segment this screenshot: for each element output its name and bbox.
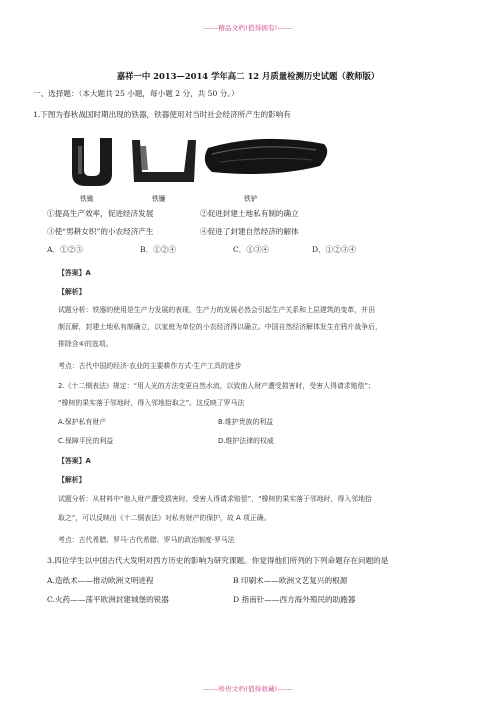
iron-tools-figure — [62, 126, 332, 198]
section-heading: 一、选择题：（本大题共 25 小题，每小题 2 分，共 50 分。） — [33, 89, 239, 98]
q2-stem-line-2: “橡树的果实落于邻地时，得入邻地拾取之”。这反映了罗马法 — [58, 399, 245, 407]
q1-option-3: ③使“男耕女织”的小农经济产生 — [47, 227, 154, 236]
q3-stem: 3.四位学生以中国古代大发明对西方历史的影响为研究课题。你觉得他们所列的下列命题存在问题的是 — [47, 556, 389, 565]
q1-analysis-label: 【解析】 — [58, 288, 86, 296]
q2-analysis-line-2: 取之”，可以反映出《十二铜表法》对私有财产的保护，故 A 项正确。 — [58, 514, 271, 522]
iron-tools-image — [62, 126, 332, 198]
caption-sickle: 铁镰 — [152, 195, 166, 203]
q3-choice-b: B 印刷术——欧洲文艺复兴的根源 — [233, 576, 348, 585]
page-title: 嘉祥一中 2013—2014 学年高二 12 月质量检测历史试题（教师版） — [116, 71, 380, 81]
q1-option-1: ①提高生产效率，促进经济发展 — [47, 209, 154, 218]
q2-choice-b: B.维护贵族的利益 — [218, 418, 274, 426]
q2-kaodian: 考点：古代希腊、罗马·古代希腊、罗马的政治制度·罗马法 — [58, 536, 235, 544]
q1-choice-c: C．①③④ — [233, 245, 270, 254]
q1-analysis-line-2: 制瓦解，封建土地私有制确立，以家庭为单位的小农经济得以确立。中国自然经济解体发生在鸦片战争后， — [58, 323, 382, 331]
q3-choice-d: D 指南针——西方海外殖民的助跑器 — [233, 595, 356, 604]
caption-shovel: 铁铲 — [244, 195, 258, 203]
q1-choice-a: A．①②③ — [47, 245, 83, 254]
q2-stem-line-1: 2.《十二铜表法》规定：“用人光的方法变更自然水流，以致他人财产遭受损害时，受害人得请求赔偿”； — [58, 382, 375, 390]
iron-hoe-illustration — [72, 138, 112, 186]
iron-shovel-illustration — [205, 139, 327, 174]
q1-stem: 1.下图为春秋战国时期出现的铁器，铁器使用对当时社会经济所产生的影响有 — [33, 110, 291, 119]
q2-choice-a: A.保护私有财产 — [58, 418, 107, 426]
header-banner: ------精品文档!值得拥有!------ — [203, 24, 293, 32]
q2-choice-d: D.维护法律的权威 — [218, 437, 274, 445]
q2-analysis-label: 【解析】 — [58, 476, 86, 484]
q1-choice-b: B．①②④ — [140, 245, 176, 254]
q3-choice-a: A.造纸术——推动欧洲文明进程 — [47, 576, 154, 585]
footer-banner: ------珍贵文档!值得收藏!------ — [203, 685, 293, 693]
q1-analysis-line-3: 排除含④的选项。 — [58, 340, 113, 348]
caption-hoe: 铁锄 — [80, 195, 94, 203]
q1-option-2: ②促进封建土地私有制的确立 — [200, 209, 299, 218]
q1-choice-d: D．①②③④ — [312, 245, 357, 254]
q1-answer: 【答案】A — [58, 269, 91, 277]
q1-kaodian: 考点：古代中国的经济·农业的主要耕作方式·生产工具的进步 — [58, 362, 242, 370]
q1-analysis-line-1: 试题分析：铁器的使用是生产力发展的表现，生产力的发展必然会引起生产关系和上层建筑的变革，井田 — [58, 306, 375, 314]
q2-analysis-line-1: 试题分析：从材料中“他人财产遭受损害时，受害人得请求赔偿”，“橡树的果实落于邻地时，得入邻地拾 — [58, 495, 372, 503]
q3-choice-c: C.火药——荡平欧洲封建城堡的锐器 — [47, 595, 169, 604]
q1-option-4: ④促进了封建自然经济的解体 — [200, 227, 299, 236]
q2-choice-c: C.保障平民的利益 — [58, 437, 114, 445]
q2-answer: 【答案】A — [58, 457, 91, 465]
iron-sickle-illustration — [132, 140, 196, 182]
